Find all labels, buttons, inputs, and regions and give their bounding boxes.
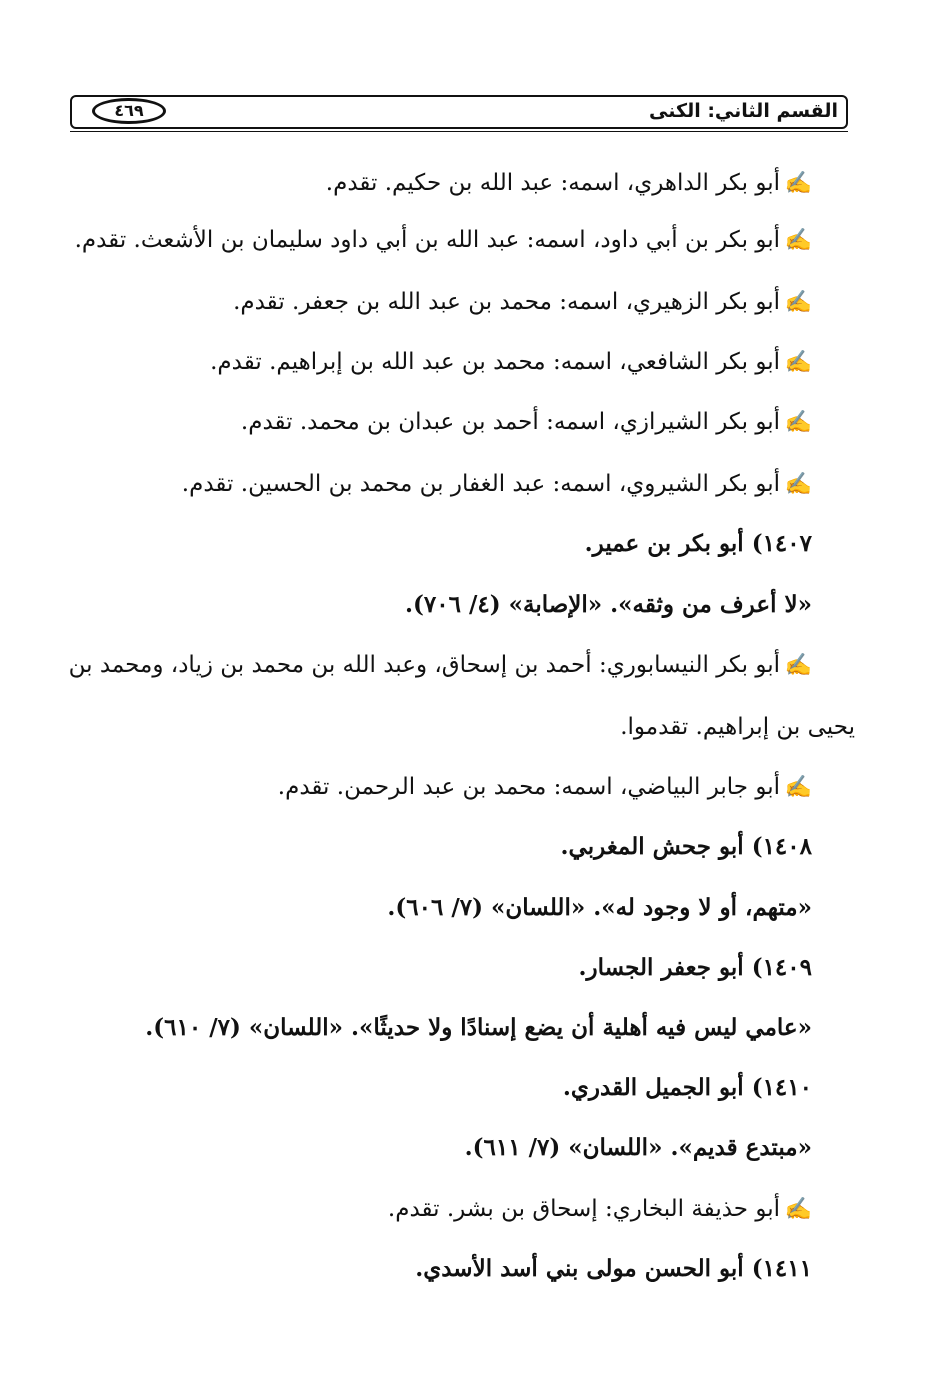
numbered-entry-heading: ١٤٠٧) أبو بكر بن عمير. xyxy=(584,530,812,557)
entry-text: أبو جابر البياضي، اسمه: محمد بن عبد الرحمن. تقدم. xyxy=(277,774,780,800)
writing-hand-icon: ✍ xyxy=(784,775,812,800)
entry-text: أبو حذيفة البخاري: إسحاق بن بشر. تقدم. xyxy=(387,1196,780,1222)
entry-quote: «مبتدع قديم». «اللسان» (٧/ ٦١١). xyxy=(464,1134,812,1161)
numbered-entry-heading: ١٤٠٩) أبو جعفر الجسار. xyxy=(578,954,812,981)
cross-reference-entry xyxy=(210,345,812,380)
writing-hand-icon: ✍ xyxy=(784,290,812,315)
writing-hand-icon: ✍ xyxy=(784,472,812,497)
writing-hand-icon: ✍ xyxy=(784,228,812,253)
cross-reference-entry xyxy=(75,223,812,258)
numbered-entry-heading: ١٤٠٨) أبو جحش المغربي. xyxy=(560,833,812,860)
entry-text: أبو بكر النيسابوري: أحمد بن إسحاق، وعبد الله بن محمد بن زياد، ومحمد بن xyxy=(68,652,780,678)
cross-reference-entry xyxy=(182,467,812,502)
entry-quote: «عامي ليس فيه أهلية أن يضع إسنادًا ولا حديثًا». «اللسان» (٧/ ٦١٠). xyxy=(145,1014,812,1041)
entry-quote: «لا أعرف من وثقه». «الإصابة» (٤/ ٧٠٦). xyxy=(404,591,812,618)
header-rule xyxy=(70,131,848,132)
entry-text: أبو بكر الشافعي، اسمه: محمد بن عبد الله بن إبراهيم. تقدم. xyxy=(210,349,780,375)
writing-hand-icon: ✍ xyxy=(784,1197,812,1222)
entry-continuation: يحيى بن إبراهيم. تقدموا. xyxy=(620,714,855,740)
numbered-entry-heading: ١٤١١) أبو الحسن مولى بني أسد الأسدي. xyxy=(415,1255,812,1282)
entry-text: أبو بكر بن أبي داود، اسمه: عبد الله بن أبي داود سليمان بن الأشعث. تقدم. xyxy=(74,227,780,253)
writing-hand-icon: ✍ xyxy=(784,171,812,196)
section-title: القسم الثاني: الكنى xyxy=(649,100,838,122)
cross-reference-entry xyxy=(69,648,812,683)
cross-reference-entry xyxy=(388,1192,812,1227)
cross-reference-entry xyxy=(233,285,812,320)
entry-quote: «متهم، أو لا وجود له». «اللسان» (٧/ ٦٠٦). xyxy=(387,894,812,921)
writing-hand-icon: ✍ xyxy=(784,410,812,435)
entry-text: أبو بكر الشيرازي، اسمه: أحمد بن عبدان بن محمد. تقدم. xyxy=(240,409,780,435)
page-number: ٤٦٩ xyxy=(114,101,144,120)
writing-hand-icon: ✍ xyxy=(784,653,812,678)
numbered-entry-heading: ١٤١٠) أبو الجميل القدري. xyxy=(562,1074,812,1101)
writing-hand-icon: ✍ xyxy=(784,350,812,375)
cross-reference-entry xyxy=(241,405,812,440)
entry-text: أبو بكر الزهيري، اسمه: محمد بن عبد الله بن جعفر. تقدم. xyxy=(233,289,780,315)
cross-reference-entry xyxy=(278,770,812,805)
entry-text: أبو بكر الداهري، اسمه: عبد الله بن حكيم. تقدم. xyxy=(325,170,780,196)
cross-reference-entry xyxy=(326,166,812,201)
entry-text: أبو بكر الشيروي، اسمه: عبد الغفار بن محمد بن الحسين. تقدم. xyxy=(181,471,780,497)
